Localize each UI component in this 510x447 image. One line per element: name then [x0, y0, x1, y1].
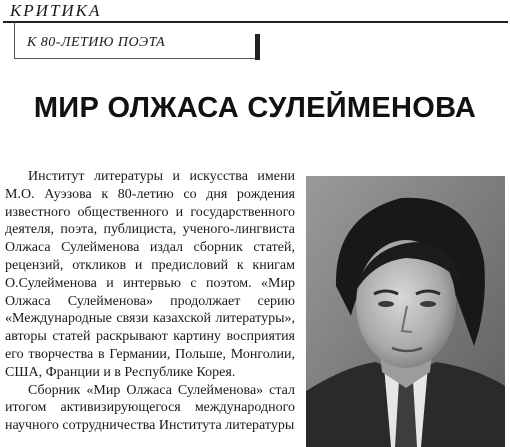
- portrait-photo: [306, 176, 505, 447]
- paragraph: Институт литературы и искусства имени М.О. Ауэзова к 80-летию со дня рождения известного общественного и государственного деятеля, поэта, публициста, ученого-лингвиста Олжаса Сулейменова издал сборник статей, рецензий, откликов и предисловий к книгам О.Сулейменова и интервью с поэтом. «Мир Олжаса Сулейменова» продолжает серию «Международные связи казахской литературы», авторы статей раскрывают картину восприятия его творчества в Германии, Польше, Монголии, США, Франции и в Республике Корея.: [5, 169, 295, 380]
- article-title: МИР ОЛЖАСА СУЛЕЙМЕНОВА: [33, 92, 477, 124]
- subsection-title: К 80-ЛЕТИЮ ПОЭТА: [27, 35, 166, 50]
- paragraph: Сборник «Мир Олжаса Сулейменова» стал итогом активизирующегося международного научного сотрудничества Института литературы: [5, 382, 295, 434]
- article-body: [5, 168, 295, 447]
- section-title: КРИТИКА: [10, 1, 102, 20]
- portrait-image: [306, 176, 505, 447]
- subsection-bar: [255, 34, 260, 60]
